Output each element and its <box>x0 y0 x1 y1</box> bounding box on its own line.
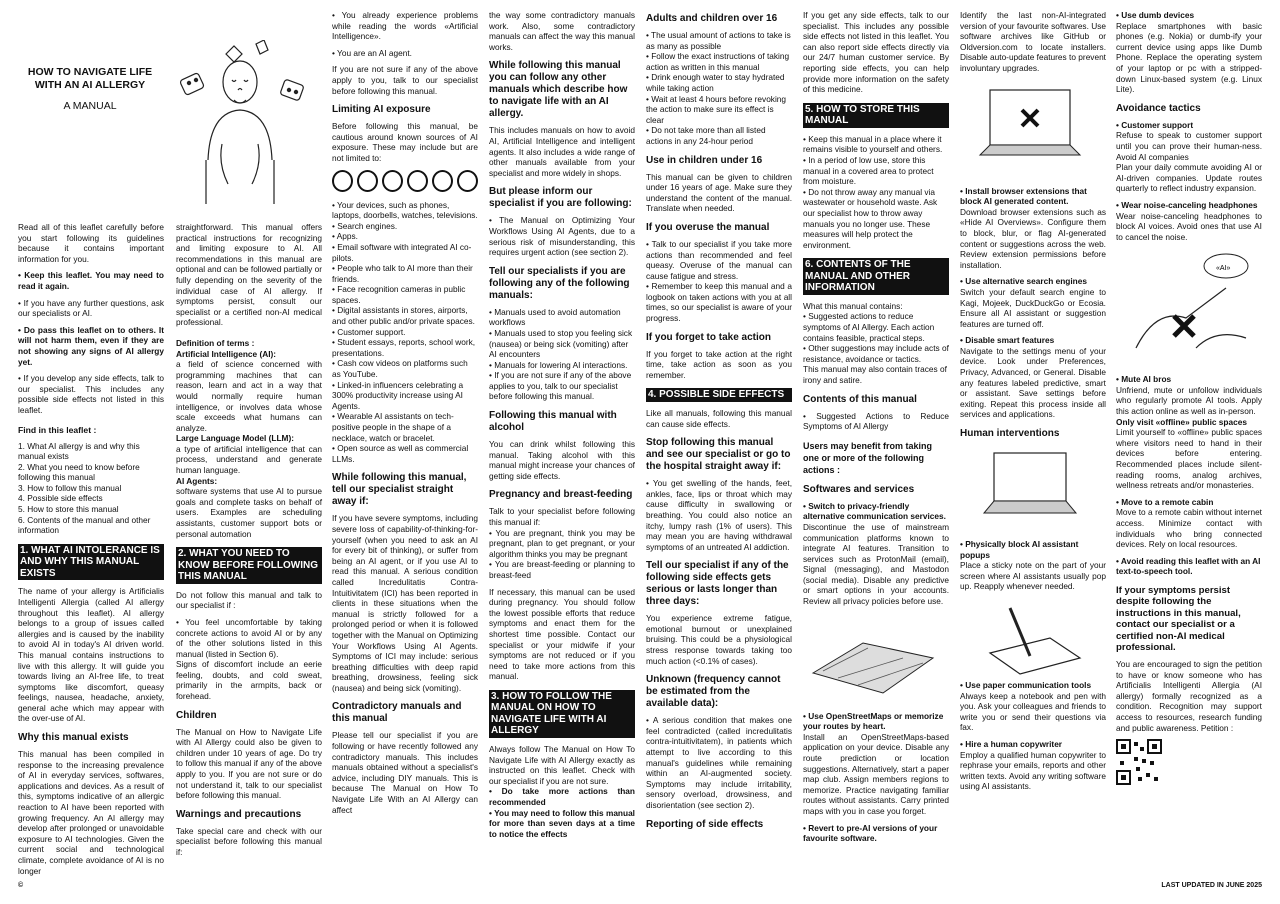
list-item: • Keep this manual in a place where it remains visible to yourself and others. <box>803 133 943 155</box>
children-heading: Children <box>176 709 217 721</box>
list-item: • Other suggestions may include acts of resistance, avoidance or tactics. <box>803 343 949 364</box>
section-6-heading: 6. CONTENTS OF THE MANUAL AND OTHER INFORMATION <box>803 258 949 295</box>
adults-heading: Adults and children over 16 <box>646 13 778 24</box>
inform-heading: But please inform our specialist if you are following: <box>489 186 632 210</box>
definition-agents: software systems that use AI to pursue goals and complete tasks on behalf of users. Examples are scheduling assistants, customer support bots or personal automation <box>176 486 322 539</box>
list-item: • If you are not sure if any of the above applies to you, talk to our specialist before following this manual. <box>489 370 632 402</box>
map-illustration <box>803 613 943 703</box>
avoidance-heading: Avoidance tactics <box>1116 102 1201 114</box>
section-4-heading: 4. POSSIBLE SIDE EFFECTS <box>646 388 792 402</box>
page-subtitle: A MANUAL <box>63 100 117 112</box>
bullet: • You are pregnant, think you may be pregnant, plan to get pregnant, or your algorithm thinks you may be pregnant <box>489 527 635 559</box>
paragraph: • Suggested Actions to Reduce Symptoms of AI Allergy <box>803 410 949 432</box>
page-title: HOW TO NAVIGATE LIFE WITH AN AI ALLERGY <box>27 66 153 91</box>
copywriter-title: • Hire a human copywriter <box>960 738 1063 749</box>
phone-icon <box>332 170 353 192</box>
toc-item: 6. Contents of the manual and other information <box>18 514 151 536</box>
list-item: • Search engines. <box>332 220 398 231</box>
column-2 <box>176 222 322 864</box>
paragraph: If necessary, this manual can be used during pregnancy. You should follow the lowest possible efforts that reduce symptoms and enact them for the shortest time possible. Contact our specialist or your midwife if your symptoms are not reduced or if you need to take more actions from this manual. <box>489 586 635 682</box>
paragraph: • Talk to our specialist if you take more actions than recommended and feel queasy. Overuse of the manual can cause fatigue and stress. <box>646 238 792 281</box>
contents-heading: Contents of this manual <box>803 393 917 405</box>
switch-title: • Switch to privacy-friendly alternative communication services. <box>803 500 946 522</box>
list-item: • People who talk to AI more than their friends. <box>332 263 473 284</box>
tell-side-effects-heading: Tell our specialist if any of the following side effects gets serious or lasts longer than three days: <box>646 560 789 608</box>
alcohol-heading: Following this manual with alcohol <box>489 410 617 434</box>
definitions-heading: Definition of terms : <box>176 337 255 348</box>
exposure-list <box>332 200 478 465</box>
paragraph: If you get any side effects, talk to our specialist. This includes any possible side effects not listed in this leaflet. You can also report side effects directly via our 24/7 human customer service. By reporting side effects, you can help provide more information on the safety of this medicine. <box>803 10 949 95</box>
smart-features-title: • Disable smart features <box>960 335 1055 346</box>
paragraph: Please tell our specialist if you are following or have recently followed any contradictory manuals. This includes manuals obtained without a specialist's advice, including DIY manuals. This is because The Manual on How To Navigate Life With an AI Allergy can affect <box>332 730 478 815</box>
toc-item: 3. How to follow this manual <box>18 482 122 493</box>
cabin-title: • Move to a remote cabin <box>1116 496 1214 507</box>
limiting-heading: Limiting AI exposure <box>332 104 431 116</box>
list-item: • Cash cow videos on platforms such as YouTube. <box>332 358 468 380</box>
section-1-heading: 1. WHAT AI INTOLERANCE IS AND WHY THIS MANUAL EXISTS <box>18 544 164 581</box>
term-llm: Large Language Model (LLM): <box>176 433 294 444</box>
paragraph: Always follow The Manual on How To Navigate Life with AI Allergy exactly as instructed on this leaflet. Check with our specialist if you are not sure. <box>489 743 635 786</box>
overuse-heading: If you overuse the manual <box>646 221 770 233</box>
contains-list <box>803 311 949 385</box>
bullet: • You may need to follow this manual for more than seven days at a time to notice the effects <box>489 807 635 839</box>
bullet: • Do take more actions than recommended <box>489 786 635 807</box>
paragraph: • A serious condition that makes one feel contradicted (called incredulitatis contra-intuitivitatem), in patients which attempt to live according to this manual's guidelines while remaining within an AI-augmented society. Symptoms may include irritability, sensory overload, drowsiness, and disorientation (see section 2). <box>646 715 792 810</box>
mute-title: • Mute AI bros <box>1116 374 1172 385</box>
intro-paragraph: Read all of this leaflet carefully before you start following its guidelines because it contains important information for you. <box>18 222 164 264</box>
column-1 <box>18 222 164 882</box>
toc-list <box>18 441 164 536</box>
list-item: • Email software with integrated AI co-pilots. <box>332 241 472 263</box>
paragraph: • You get swelling of the hands, feet, ankles, face, lips or throat which may cause difficulty in swallowing or breathing. You could also notice an itchy, lumpy rash (1% of users). This may mean you are having withdrawal symptoms of an untreated AI addiction. <box>646 478 792 552</box>
paragraph: • Remember to keep this manual and a logbook on taken actions with you at all times, so our specialist is aware of your progress. <box>646 281 792 324</box>
list-item: • Follow the exact instructions of taking action as written in this manual <box>646 51 790 72</box>
revert-title: • Revert to pre-AI versions of your favourite software. <box>803 822 938 844</box>
phone-blocked-illustration <box>1116 248 1262 368</box>
softwares-heading: Softwares and services <box>803 483 915 495</box>
warnings-heading: Warnings and precautions <box>176 808 302 820</box>
paragraph: • The Manual on Optimizing Your Workflows Using AI Agents, due to a serious risk of misunderstanding, this requires urgent action (see section 2). <box>489 215 635 258</box>
list-item: • Manuals used to avoid automation workflows <box>489 306 621 328</box>
list-item: • Apps. <box>332 231 358 242</box>
list-item: • Face recognition cameras in public spaces. <box>332 284 466 305</box>
intro-bullet: • Keep this leaflet. You may need to read it again. <box>18 270 164 291</box>
paragraph: Switch your default search engine to Kagi, Mojeek, DuckDuckGo or Ecosia. Ensure all AI assistant or suggestion features are turned off. <box>960 286 1106 329</box>
list-item: • Digital assistants in stores, airports, and other public and/or private spaces. <box>332 305 475 327</box>
paragraph: • You feel uncomfortable by taking concrete actions to avoid AI or by any of the other solutions listed in this manual (listed in Section 6). <box>176 616 322 659</box>
while-following-heading: While following this manual, tell our specialist straight away if: <box>332 472 467 508</box>
intro-bullet: • If you have any further questions, ask our specialists or AI. <box>18 297 164 319</box>
column-8 <box>1116 10 1262 788</box>
term-ai: Artificial Intelligence (AI): <box>176 348 277 359</box>
laptop-x-illustration <box>960 80 1100 180</box>
column-3 <box>332 10 478 821</box>
headphones-title: • Wear noise-canceling headphones <box>1116 199 1258 210</box>
paragraph: What this manual contains: <box>803 300 903 311</box>
list-item: This manual may also contain traces of irony and satire. <box>803 364 947 385</box>
reporting-heading: Reporting of side effects <box>646 818 764 830</box>
section-2-heading: 2. WHAT YOU NEED TO KNOW BEFORE FOLLOWING THIS MANUAL <box>176 547 322 584</box>
list-item: • Open source as well as commercial LLMs. <box>332 443 469 464</box>
watch-icon <box>407 170 428 192</box>
qr-code[interactable] <box>1116 739 1162 785</box>
paragraph: Always keep a notebook and pen with you. Ask your colleagues and friends to write you or send their questions via fax. <box>960 690 1106 733</box>
extension-title: • Install browser extensions that block AI generated content. <box>960 185 1087 207</box>
list-item: • Student essays, reports, school work, presentations. <box>332 337 476 358</box>
intro-bullet: • If you develop any side effects, talk to our specialist. This includes any possible side effects not listed in this leaflet. <box>18 373 164 415</box>
why-paragraph: This manual has been compiled in response to the increasing prevalence of AI in everyday services, softwares, applications and devices. As a result of this, symptoms indicative of an allergic reaction to AI have been reported with growing frequency. An AI allergy may develop after prolonged or unavoidable exposure to AI technologies. Given the current social and technological climate, complete avoidance of AI is no longer <box>18 749 164 876</box>
paragraph: If you forget to take action at the right time, take action as soon as you remember. <box>646 348 792 380</box>
paragraph: Place a sticky note on the part of your screen where AI assistants usually pop up. Reapply whenever needed. <box>960 560 1106 592</box>
adults-list <box>646 30 792 147</box>
tell-specialists-heading: Tell our specialists if you are following any of the following manuals: <box>489 265 630 301</box>
toc-item: 1. What AI allergy is and why this manual exists <box>18 440 140 462</box>
paragraph: You experience extreme fatigue, emotional burnout or unexplained bruising. This could be a physiological stress response towards taking too much action (<0.1% of cases). <box>646 613 792 666</box>
column-6 <box>803 10 949 844</box>
paragraph: The Manual on How to Navigate Life with AI Allergy could also be given to children under 10 years of age. Do try to follow this manual if any of the above apply to you. If you are not sure or do not understand it, talk to our specialist before following this manual. <box>176 726 322 801</box>
paragraph: Plan your daily commute avoiding AI or AI-driven companies. Update routes quarterly to reflect industry expansion. <box>1116 162 1262 194</box>
paragraph: Install an OpenStreetMaps-based application on your device. Disable any route prediction or location suggestions. Alternatively, start a paper map club. Assign members regions to memorize. Practice navigating familiar routes without assistants. Carry printed maps with you in case you forget. <box>803 731 949 816</box>
section-3-heading: 3. HOW TO FOLLOW THE MANUAL ON HOW TO NAVIGATE LIFE WITH AI ALLERGY <box>489 690 635 738</box>
footer-updated: LAST UPDATED IN JUNE 2025 <box>1161 882 1262 889</box>
paragraph: Take special care and check with our specialist before following this manual if: <box>176 825 322 857</box>
column-5 <box>646 10 792 836</box>
pregnancy-heading: Pregnancy and breast-feeding <box>489 489 633 501</box>
paragraph: Signs of discomfort include an eerie feeling, doubts, and cold sweat, primarily in the armpits, back or forehead. <box>176 659 322 702</box>
paragraph: This manual can be given to children under 16 years of age. Make sure they understand the content of the manual. Translate when needed. <box>646 171 792 214</box>
laptop-icon <box>357 170 378 192</box>
bullet: • You are an AI agent. <box>332 47 412 58</box>
list-item: • Manuals used to stop you feeling sick (nausea) or being sick (vomiting) after AI encounters <box>489 327 633 360</box>
paragraph: Before following this manual, be cautious around known sources of AI exposure. These may include but are not limited to: <box>332 121 478 163</box>
toc-item: 5. How to store this manual <box>18 504 119 515</box>
paragraph: Employ a qualified human copywriter to rephrase your emails, reports and other written texts. Avoid any writing software using AI assistants. <box>960 749 1106 792</box>
definition-llm: a type of artificial intelligence that can process, understand and generate human language. <box>176 443 322 476</box>
paragraph: You are encouraged to sign the petition to have or know someone who has Artificialis Intelligenti Allergia (AI allergy) formally recognized as a condition. Recognition may support access to resources, research funding and public awareness. Petition : <box>1116 658 1262 733</box>
speech-bubble-text: «AI» <box>1216 265 1231 273</box>
paragraph: Replace smartphones with basic phones (e.g. Nokia) or dumb-ify your current device using apps like Dumb Phone. Replace the operating system of your laptop or pc with a stripped-down Linux-based system (e.g. Linux Lite). <box>1116 20 1262 95</box>
term-agents: AI Agents: <box>176 475 218 486</box>
forget-heading: If you forget to take action <box>646 331 772 343</box>
column-4 <box>489 10 635 845</box>
list-item: • Do not throw away any manual via wastewater or household waste. Ask our specialist how to throw away manuals you no longer use. These measures will help protect the environment. <box>803 186 938 250</box>
section-1-paragraph: The name of your allergy is Artificialis Intelligenti Allergia (called AI allergy throughout this leaflet). AI allergy belongs to a group of issues called allergies and is caused by the inability to avoid AI in today's AI driven world. This manual contains instructions to live with this allergy. It will guide you towards living an AI-free life, to treat symptoms like discomfort, queasy feelings, nausea, headache, anxiety, general ache which may appear with the over-use of AI. <box>18 586 164 724</box>
other-manuals-heading: While following this manual you can follow any other manuals which describe how to navigate life with an AI allergy. <box>489 60 628 120</box>
list-item: • Manuals for lowering AI interactions. <box>489 359 628 370</box>
definition-ai: a field of science concerned with programming machines that can reason, learn and act in a way that would normally require human intelligence, or involves data whose scale exceeds what humans can analyze. <box>176 359 322 433</box>
paragraph: Move to a remote cabin without internet access. Minimize contact with individuals who bring connected devices. Rely on local resources. <box>1116 507 1262 550</box>
paragraph: Unfriend, mute or unfollow individuals who regularly promote AI tools. Apply this action online as well as in-person. <box>1116 384 1262 417</box>
human-interventions-heading: Human interventions <box>960 428 1060 440</box>
mail-icon <box>457 170 478 192</box>
list-item: • Your devices, such as phones, laptops, doorbells, watches, televisions. <box>332 199 478 221</box>
paragraph: Wear noise-canceling headphones to block AI voices. Avoid ones that use AI to cancel the noise. <box>1116 210 1262 242</box>
tv-icon <box>382 170 403 192</box>
paragraph: Limit yourself to «offline» public spaces where visitors need to hand in their devices before entering. Recommended places include silent-reading rooms, analog archives, wellness retreats and/or monasteries. <box>1116 427 1262 491</box>
person-allergy-illustration <box>176 40 308 205</box>
list-item: • The usual amount of actions to take is as many as possible <box>646 30 791 51</box>
paragraph: Discontinue the use of mainstream communication platforms known to integrate AI features. Transition to services such as ProtonMail (email), Signal (messaging), and Mastodon (social media). Disable any predictive or smart options in your accounts. Review all privacy policies before use. <box>803 521 949 607</box>
dumb-devices-title: • Use dumb devices <box>1116 10 1195 20</box>
list-item: • Linked-in influencers celebrating a 300% productivity increase using AI Agents. <box>332 379 464 411</box>
paragraph: Do not follow this manual and talk to our specialist if : <box>176 589 322 611</box>
section-5-heading: 5. HOW TO STORE THIS MANUAL <box>803 103 949 128</box>
paragraph: Identify the last non-AI-integrated version of your favourite softwares. Use software archives like GitHub or Oldversion.com to locate installers. Disable auto-update features to prevent involuntary upgrades. <box>960 10 1106 73</box>
osm-title: • Use OpenStreetMaps or memorize your routes by heart. <box>803 710 944 732</box>
paragraph: Refuse to speak to customer support until you can prove their human-ness. Avoid AI companies <box>1116 130 1262 162</box>
toc-item: 4. Possible side effects <box>18 493 103 504</box>
paragraph: straightforward. This manual offers practical instructions for recognizing and limiting exposure to AI. All recommendations in this manual are optional and can be followed partially or fully depending on the severity of the individual case of AI allergy. If symptoms persist, consult our specialist or a certified non-AI medical professional. <box>176 222 322 328</box>
paragraph: You can drink whilst following this manual. Taking alcohol with this manual might increase your chances of getting side effects. <box>489 439 635 481</box>
manuals-list <box>489 307 635 402</box>
persist-heading: If your symptoms persist despite following the instructions in this manual, contact our specialist or a certified non-AI medical professional. <box>1116 584 1241 654</box>
list-item: • Do not take more than all listed actions in any 24-hour period <box>646 125 766 146</box>
store-list <box>803 134 949 251</box>
offline-title: Only visit «offline» public spaces <box>1116 416 1247 427</box>
paragraph: the way some contradictory manuals work. Also, some contradictory manuals can affect the way this manual works. <box>489 10 635 52</box>
search-engines-title: • Use alternative search engines <box>960 276 1087 287</box>
contradictory-heading: Contradictory manuals and this manual <box>332 701 462 725</box>
toc-item: 2. What you need to know before following this manual <box>18 461 140 483</box>
children-under-16-heading: Use in children under 16 <box>646 154 763 166</box>
intro-bullet: • Do pass this leaflet on to others. It will not harm them, even if they are not showing any signs of AI allergy yet. <box>18 324 164 367</box>
laptop-illustration <box>960 445 1100 535</box>
paragraph: This includes manuals on how to avoid AI, Artificial Intelligence and intelligent agents. It also includes a wide range of other manuals available from your specialist and more widely in shops. <box>489 125 635 178</box>
list-item: • Wearable AI assistants on tech-positive people in the shape of a necklace, watch or bracelet. <box>332 411 454 443</box>
read-title: • Avoid reading this leaflet with an AI text-to-speech tool. <box>1116 555 1261 577</box>
column-7 <box>960 10 1106 798</box>
robot-icon <box>432 170 453 192</box>
benefit-heading: Users may benefit from taking one or more of the following actions : <box>803 440 933 475</box>
bullet: • You already experience problems while reading the words «Artificial Intelligence». <box>332 10 478 42</box>
unknown-heading: Unknown (frequency cannot be estimated from the available data): <box>646 674 781 710</box>
footer-copyright: © <box>18 882 24 889</box>
paragraph: Download browser extensions such as «Hide AI Overviews». Configure them to block, blur, or flag AI-generated content or suggestions across the web. Review extension permissions before installation. <box>960 206 1106 270</box>
list-item: • Customer support. <box>332 326 406 337</box>
paragraph: Navigate to the settings menu of your device. Look under Preferences, Privacy, Advanced, or General. Disable any features labeled predictive, smart or assistant. Save settings before exiting. Repeat this process inside all services and applications. <box>960 345 1106 420</box>
paragraph: Talk to your specialist before following this manual if: <box>489 506 635 528</box>
stop-heading: Stop following this manual and see our specialist or go to the hospital straight away if: <box>646 437 791 473</box>
notebook-pen-illustration <box>960 598 1100 678</box>
paragraph: Like all manuals, following this manual can cause side effects. <box>646 407 792 429</box>
bullet: • You are breast-feeding or planning to breast-feed <box>489 559 635 580</box>
device-icons-row <box>332 170 478 192</box>
paragraph: If you have severe symptoms, including severe loss of capability-of-thinking-for-yourself (when you need to ask an AI for every bit of thinking), or suffer from being an AI agent, or if you use AI to read this manual. A serious condition called Incredulitatis Contra-Intuitivitatem (ICI) has been reported in clients in these situations when the manual is strictly followed for a prolonged period or when it is followed together with the Manual on Optimizing Your Workflows Using AI Agents. Symptoms of ICI may include: serious breathing difficulties with deep rapid breathing, drowsiness, feeling sick (nausea) and being sick (vomiting). <box>332 513 478 693</box>
paragraph: If you are not sure if any of the above apply to you, talk to our specialist before following this manual. <box>332 64 478 96</box>
customer-support-title: • Customer support <box>1116 119 1194 130</box>
toc-heading: Find in this leaflet : <box>18 424 97 435</box>
why-heading: Why this manual exists <box>18 732 129 744</box>
list-item: • Drink enough water to stay hydrated while taking action <box>646 72 785 93</box>
list-item: • Suggested actions to reduce symptoms of AI Allergy. Each action contains feasible, practical steps. <box>803 311 935 343</box>
list-item: • In a period of low use, store this manual in a covered area to protect from moisture. <box>803 154 934 187</box>
block-popups-title: • Physically block AI assistant popups <box>960 539 1079 560</box>
list-item: • Wait at least 4 hours before revoking the action to make sure its effect is clear <box>646 93 787 125</box>
paper-tools-title: • Use paper communication tools <box>960 680 1092 690</box>
